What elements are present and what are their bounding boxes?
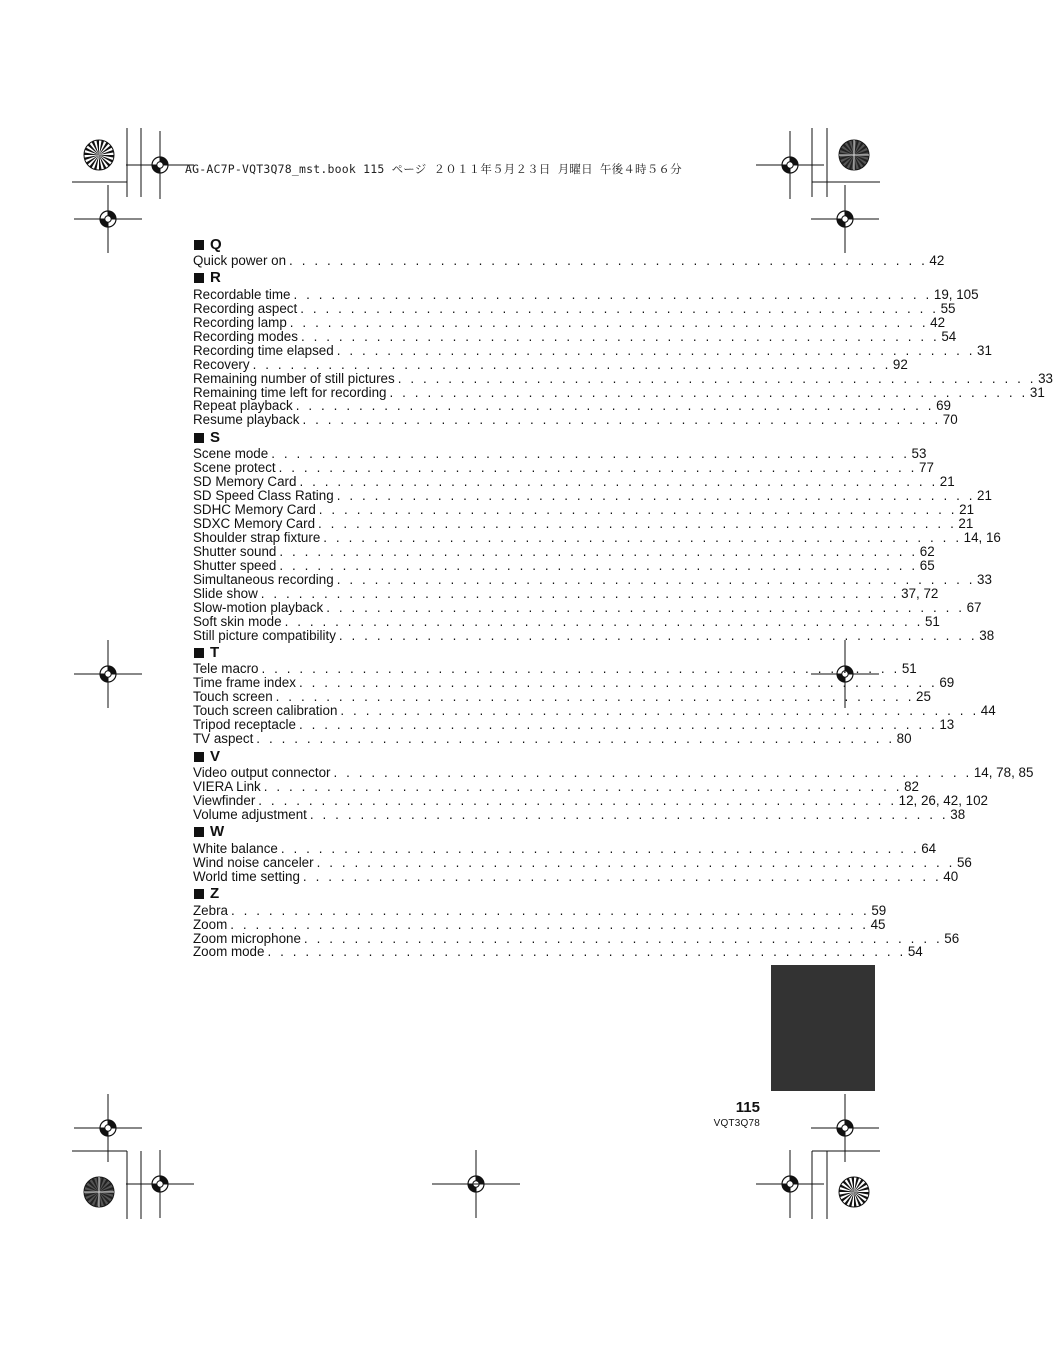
- entry-pages: 69: [936, 398, 952, 414]
- dot-leader: . . . . . . . . . . . . . . . . . . . . . . . . . . . . . . . . . . . . . . . . . . . . . . . . . . .: [336, 342, 976, 358]
- index-entry: [193, 599, 982, 615]
- section-letter: V: [210, 747, 221, 765]
- index-column: [193, 234, 1053, 960]
- entry-term: Recordable time: [193, 286, 291, 302]
- section-letter: R: [210, 269, 221, 287]
- index-entry: [193, 792, 988, 808]
- dot-leader: . . . . . . . . . . . . . . . . . . . . . . . . . . . . . . . . . . . . . . . . . . . . . . . . . . .: [336, 488, 976, 504]
- entry-pages: 67: [966, 599, 982, 615]
- dot-leader: . . . . . . . . . . . . . . . . . . . . . . . . . . . . . . . . . . . . . . . . . . . . . . . . . . .: [326, 599, 965, 615]
- index-entry: [193, 902, 887, 918]
- section-heading: [193, 269, 462, 288]
- entry-term: Recording time elapsed: [193, 342, 334, 358]
- entry-term: SD Memory Card: [193, 474, 297, 490]
- index-entry: [193, 398, 952, 414]
- dot-leader: . . . . . . . . . . . . . . . . . . . . . . . . . . . . . . . . . . . . . . . . . . . . . . . . . . .: [280, 840, 920, 856]
- index-entry: [193, 460, 934, 476]
- entry-pages: 70: [942, 412, 958, 428]
- registration-center: [105, 1125, 111, 1131]
- document-code: VQT3Q78: [713, 1118, 760, 1129]
- entry-term: Zebra: [193, 902, 228, 918]
- square-bullet-icon: [194, 433, 204, 443]
- dot-leader: . . . . . . . . . . . . . . . . . . . . . . . . . . . . . . . . . . . . . . . . . . . . . . . . . . .: [258, 792, 897, 808]
- index-entry: [193, 613, 940, 629]
- entry-term: Wind noise canceler: [193, 854, 314, 870]
- registration-center: [787, 162, 793, 168]
- entry-pages: 19, 105: [933, 286, 979, 302]
- entry-term: Zoom: [193, 916, 228, 932]
- entry-pages: 56: [944, 930, 960, 946]
- entry-pages: 69: [939, 675, 955, 691]
- index-entry: [193, 661, 917, 677]
- index-entry: [193, 571, 992, 587]
- index-entry: [193, 328, 957, 344]
- index-entry: [193, 868, 959, 884]
- entry-term: Scene protect: [193, 460, 276, 476]
- entry-term: Quick power on: [193, 253, 287, 268]
- index-entry: [193, 286, 979, 302]
- section-tab: [771, 965, 875, 1091]
- entry-term: Recovery: [193, 356, 250, 372]
- entry-term: Shutter sound: [193, 543, 277, 559]
- entry-pages: 51: [924, 613, 940, 629]
- section-letter: Q: [210, 235, 222, 253]
- section-heading: [193, 235, 462, 254]
- section-heading: [193, 885, 462, 904]
- entry-term: White balance: [193, 840, 278, 856]
- index-entry: [193, 854, 972, 870]
- index-entry: [193, 342, 992, 358]
- index-entry: [193, 516, 974, 531]
- dot-leader: . . . . . . . . . . . . . . . . . . . . . . . . . . . . . . . . . . . . . . . . . . . . . . . . . . .: [302, 412, 941, 428]
- entry-term: Shutter speed: [193, 557, 277, 573]
- section-heading: [193, 643, 462, 662]
- dot-leader: . . . . . . . . . . . . . . . . . . . . . . . . . . . . . . . . . . . . . . . . . . . . . . . . . . .: [284, 613, 923, 629]
- entry-pages: 31: [1029, 384, 1045, 400]
- entry-term: Shoulder strap fixture: [193, 529, 321, 545]
- dot-leader: . . . . . . . . . . . . . . . . . . . . . . . . . . . . . . . . . . . . . . . . . . . . . . . . . . .: [323, 529, 962, 545]
- registration-center: [842, 1125, 848, 1131]
- entry-pages: 14, 78, 85: [973, 765, 1034, 781]
- dot-leader: . . . . . . . . . . . . . . . . . . . . . . . . . . . . . . . . . . . . . . . . . . . . . . . . . . .: [309, 806, 949, 822]
- section-letter: W: [210, 823, 225, 841]
- entry-term: Still picture compatibility: [193, 627, 336, 643]
- entry-term: SDHC Memory Card: [193, 502, 316, 518]
- entry-term: SD Speed Class Rating: [193, 488, 334, 504]
- registration-center: [787, 1181, 793, 1187]
- dot-leader: . . . . . . . . . . . . . . . . . . . . . . . . . . . . . . . . . . . . . . . . . . . . . . . . . . .: [260, 585, 900, 601]
- dot-leader: . . . . . . . . . . . . . . . . . . . . . . . . . . . . . . . . . . . . . . . . . . . . . . . . . . .: [256, 731, 895, 747]
- section-letter: S: [210, 428, 221, 446]
- entry-pages: 38: [979, 627, 995, 643]
- entry-pages: 33: [977, 571, 992, 587]
- entry-pages: 92: [892, 356, 908, 372]
- entry-term: Recording aspect: [193, 300, 298, 316]
- section-letter: T: [210, 643, 220, 661]
- entry-pages: 21: [958, 516, 974, 531]
- entry-term: Touch screen calibration: [193, 703, 338, 719]
- entry-term: Scene mode: [193, 446, 269, 462]
- index-entry: [193, 529, 1001, 545]
- entry-term: Soft skin mode: [193, 613, 282, 629]
- index-entry: [193, 731, 912, 747]
- entry-term: Time frame index: [193, 675, 296, 691]
- index-entry: [193, 765, 1034, 781]
- entry-pages: 33: [1038, 370, 1053, 386]
- entry-pages: 64: [921, 840, 937, 856]
- index-entry: [193, 717, 955, 733]
- dot-leader: . . . . . . . . . . . . . . . . . . . . . . . . . . . . . . . . . . . . . . . . . . . . . . . . . . .: [279, 557, 918, 573]
- entry-pages: 21: [959, 502, 975, 518]
- dot-leader: . . . . . . . . . . . . . . . . . . . . . . . . . . . . . . . . . . . . . . . . . . . . . . . . . . .: [389, 384, 1028, 400]
- dot-leader: . . . . . . . . . . . . . . . . . . . . . . . . . . . . . . . . . . . . . . . . . . . . . . . . . . .: [279, 543, 918, 559]
- entry-term: Video output connector: [193, 765, 331, 781]
- entry-pages: 65: [919, 557, 935, 573]
- entry-term: Zoom microphone: [193, 930, 301, 946]
- index-entry: [193, 253, 945, 268]
- entry-pages: 42: [930, 314, 946, 330]
- dot-leader: . . . . . . . . . . . . . . . . . . . . . . . . . . . . . . . . . . . . . . . . . . . . . . . . . . .: [298, 717, 938, 733]
- entry-term: Slide show: [193, 585, 258, 601]
- dot-leader: . . . . . . . . . . . . . . . . . . . . . . . . . . . . . . . . . . . . . . . . . . . . . . . . . . .: [300, 328, 940, 344]
- dot-leader: . . . . . . . . . . . . . . . . . . . . . . . . . . . . . . . . . . . . . . . . . . . . . . . . . . .: [318, 516, 957, 531]
- entry-pages: 38: [950, 806, 966, 822]
- section-letter: Z: [210, 885, 220, 903]
- index-entry: [193, 300, 956, 316]
- dot-leader: . . . . . . . . . . . . . . . . . . . . . . . . . . . . . . . . . . . . . . . . . . . . . . . . . . .: [293, 286, 932, 302]
- entry-pages: 40: [943, 868, 959, 884]
- dot-leader: . . . . . . . . . . . . . . . . . . . . . . . . . . . . . . . . . . . . . . . . . . . . . . . . . . .: [289, 314, 929, 330]
- index-entry: [193, 585, 939, 601]
- dot-leader: . . . . . . . . . . . . . . . . . . . . . . . . . . . . . . . . . . . . . . . . . . . . . . . . . . .: [263, 779, 903, 794]
- entry-pages: 56: [956, 854, 972, 870]
- index-entry: [193, 689, 931, 705]
- registration-center: [105, 216, 111, 222]
- entry-pages: 12, 26, 42, 102: [898, 792, 988, 808]
- index-entry: [193, 356, 908, 372]
- index-entry: [193, 384, 1045, 400]
- dot-leader: . . . . . . . . . . . . . . . . . . . . . . . . . . . . . . . . . . . . . . . . . . . . . . . . . . .: [303, 930, 943, 946]
- dot-leader: . . . . . . . . . . . . . . . . . . . . . . . . . . . . . . . . . . . . . . . . . . . . . . . . . . .: [230, 916, 869, 932]
- entry-term: Volume adjustment: [193, 806, 307, 822]
- entry-pages: 59: [871, 902, 887, 918]
- page-number: 115: [735, 1099, 760, 1116]
- entry-pages: 54: [907, 944, 923, 960]
- index-entry: [193, 543, 935, 559]
- index-entry: [193, 930, 960, 946]
- dot-leader: . . . . . . . . . . . . . . . . . . . . . . . . . . . . . . . . . . . . . . . . . . . . . . . . . . .: [316, 854, 955, 870]
- registration-center: [157, 162, 163, 168]
- entry-pages: 37, 72: [901, 585, 939, 601]
- dot-leader: . . . . . . . . . . . . . . . . . . . . . . . . . . . . . . . . . . . . . . . . . . . . . . . . . . .: [299, 474, 938, 490]
- dot-leader: . . . . . . . . . . . . . . . . . . . . . . . . . . . . . . . . . . . . . . . . . . . . . . . . . . .: [300, 300, 939, 316]
- entry-term: Tripod receptacle: [193, 717, 296, 733]
- index-entry: [193, 944, 923, 960]
- index-entry: [193, 779, 919, 794]
- entry-term: Tele macro: [193, 661, 259, 677]
- dot-leader: . . . . . . . . . . . . . . . . . . . . . . . . . . . . . . . . . . . . . . . . . . . . . . . . . . .: [333, 765, 972, 781]
- entry-pages: 31: [977, 342, 992, 358]
- dot-leader: . . . . . . . . . . . . . . . . . . . . . . . . . . . . . . . . . . . . . . . . . . . . . . . . . . .: [230, 902, 870, 918]
- index-entry: [193, 370, 1053, 386]
- square-bullet-icon: [194, 273, 204, 283]
- entry-term: Recording modes: [193, 328, 298, 344]
- entry-pages: 62: [919, 543, 935, 559]
- entry-pages: 77: [919, 460, 934, 476]
- index-entry: [193, 703, 996, 719]
- entry-pages: 53: [911, 446, 927, 462]
- entry-term: VIERA Link: [193, 779, 261, 794]
- dot-leader: . . . . . . . . . . . . . . . . . . . . . . . . . . . . . . . . . . . . . . . . . . . . . . . . . . .: [338, 627, 978, 643]
- dot-leader: . . . . . . . . . . . . . . . . . . . . . . . . . . . . . . . . . . . . . . . . . . . . . . . . . . .: [289, 253, 928, 268]
- dot-leader: . . . . . . . . . . . . . . . . . . . . . . . . . . . . . . . . . . . . . . . . . . . . . . . . . . .: [278, 460, 917, 476]
- index-entry: [193, 806, 966, 822]
- entry-pages: 45: [870, 916, 886, 932]
- entry-term: Resume playback: [193, 412, 300, 428]
- registration-center: [105, 671, 111, 677]
- index-entry: [193, 627, 995, 643]
- entry-pages: 13: [939, 717, 955, 733]
- entry-pages: 21: [977, 488, 992, 504]
- square-bullet-icon: [194, 889, 204, 899]
- entry-term: TV aspect: [193, 731, 254, 747]
- entry-pages: 42: [929, 253, 945, 268]
- entry-pages: 51: [901, 661, 917, 677]
- square-bullet-icon: [194, 648, 204, 658]
- index-entry: [193, 557, 935, 573]
- section-heading: [193, 823, 462, 842]
- entry-pages: 82: [904, 779, 919, 794]
- entry-pages: 54: [941, 328, 957, 344]
- entry-pages: 21: [939, 474, 955, 490]
- entry-term: Zoom mode: [193, 944, 265, 960]
- index-entry: [193, 412, 958, 428]
- index-entry: [193, 488, 992, 504]
- index-entry: [193, 916, 886, 932]
- registration-center: [157, 1181, 163, 1187]
- entry-term: Simultaneous recording: [193, 571, 334, 587]
- entry-pages: 14, 16: [963, 529, 1001, 545]
- square-bullet-icon: [194, 752, 204, 762]
- index-entry: [193, 502, 975, 518]
- dot-leader: . . . . . . . . . . . . . . . . . . . . . . . . . . . . . . . . . . . . . . . . . . . . . . . . . . .: [302, 868, 942, 884]
- dot-leader: . . . . . . . . . . . . . . . . . . . . . . . . . . . . . . . . . . . . . . . . . . . . . . . . . . .: [340, 703, 979, 719]
- dot-leader: . . . . . . . . . . . . . . . . . . . . . . . . . . . . . . . . . . . . . . . . . . . . . . . . . . .: [295, 398, 935, 414]
- dot-leader: . . . . . . . . . . . . . . . . . . . . . . . . . . . . . . . . . . . . . . . . . . . . . . . . . . .: [275, 689, 915, 705]
- entry-term: Viewfinder: [193, 792, 256, 808]
- dot-leader: . . . . . . . . . . . . . . . . . . . . . . . . . . . . . . . . . . . . . . . . . . . . . . . . . . .: [252, 356, 891, 372]
- entry-term: Repeat playback: [193, 398, 293, 414]
- entry-term: Slow-motion playback: [193, 599, 324, 615]
- dot-leader: . . . . . . . . . . . . . . . . . . . . . . . . . . . . . . . . . . . . . . . . . . . . . . . . . . .: [271, 446, 910, 462]
- dot-leader: . . . . . . . . . . . . . . . . . . . . . . . . . . . . . . . . . . . . . . . . . . . . . . . . . . .: [298, 675, 938, 691]
- entry-term: World time setting: [193, 868, 300, 884]
- dot-leader: . . . . . . . . . . . . . . . . . . . . . . . . . . . . . . . . . . . . . . . . . . . . . . . . . . .: [267, 944, 906, 960]
- print-file-info: AG-AC7P-VQT3Q78_mst.book 115 ページ ２０１１年５月２３日 月曜日 午後４時５６分: [185, 162, 682, 176]
- dot-leader: . . . . . . . . . . . . . . . . . . . . . . . . . . . . . . . . . . . . . . . . . . . . . . . . . . .: [318, 502, 958, 518]
- registration-center: [842, 216, 848, 222]
- index-entry: [193, 446, 927, 462]
- dot-leader: . . . . . . . . . . . . . . . . . . . . . . . . . . . . . . . . . . . . . . . . . . . . . . . . . . .: [336, 571, 976, 587]
- entry-term: Remaining number of still pictures: [193, 370, 395, 386]
- entry-pages: 55: [940, 300, 956, 316]
- section-heading: [193, 747, 462, 766]
- entry-pages: 44: [980, 703, 996, 719]
- dot-leader: . . . . . . . . . . . . . . . . . . . . . . . . . . . . . . . . . . . . . . . . . . . . . . . . . . .: [397, 370, 1037, 386]
- dot-leader: . . . . . . . . . . . . . . . . . . . . . . . . . . . . . . . . . . . . . . . . . . . . . . . . . . .: [261, 661, 900, 677]
- entry-term: SDXC Memory Card: [193, 516, 316, 531]
- section-heading: [193, 428, 462, 447]
- entry-pages: 80: [896, 731, 912, 747]
- index-entry: [193, 474, 955, 490]
- index-entry: [193, 675, 955, 691]
- entry-pages: 25: [916, 689, 931, 705]
- entry-term: Remaining time left for recording: [193, 384, 387, 400]
- entry-term: Touch screen: [193, 689, 273, 705]
- square-bullet-icon: [194, 240, 204, 250]
- square-bullet-icon: [194, 827, 204, 837]
- index-entry: [193, 314, 946, 330]
- index-entry: [193, 840, 937, 856]
- entry-term: Recording lamp: [193, 314, 287, 330]
